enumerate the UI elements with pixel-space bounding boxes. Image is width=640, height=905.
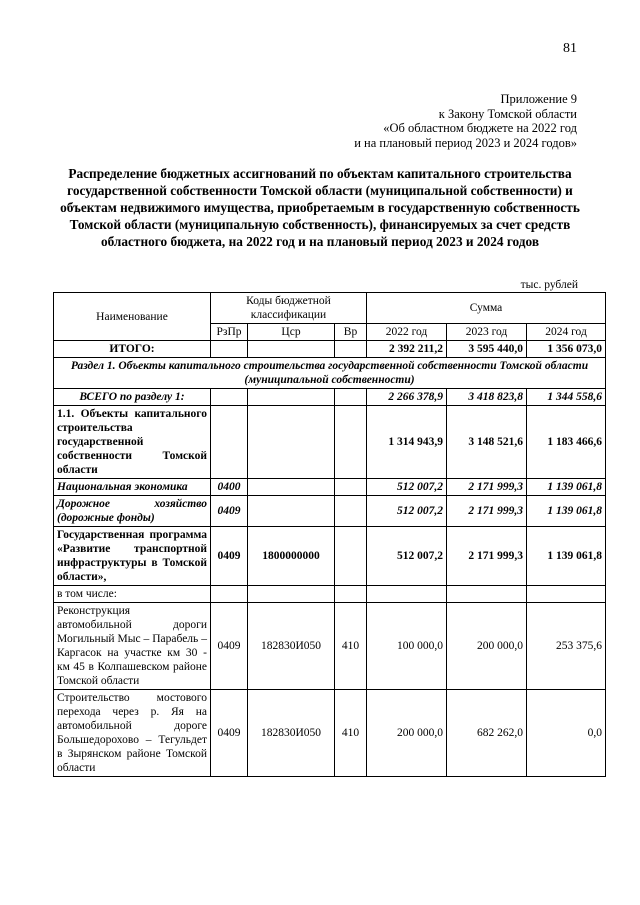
section-1-total-2024: 1 344 558,6 [527, 389, 606, 406]
total-2022: 2 392 211,2 [367, 341, 447, 358]
item-1-csr: 182830И050 [248, 603, 335, 690]
total-2024: 1 356 073,0 [527, 341, 606, 358]
empty-cell [527, 586, 606, 603]
appendix-line-4: и на плановый период 2023 и 2024 годов» [354, 135, 577, 150]
road-fund-rzpr: 0409 [211, 496, 248, 527]
header-2022: 2022 год [367, 324, 447, 341]
page-number: 81 [563, 41, 577, 56]
header-codes: Коды бюджетной классификации [211, 293, 367, 324]
header-vr: Вр [335, 324, 367, 341]
section-1-title: Раздел 1. Объекты капитального строительства государственной собственности Томской области (муниципальной собственности) [54, 358, 606, 389]
item-2-2024: 0,0 [527, 690, 606, 777]
appendix-line-1: Приложение 9 [500, 92, 577, 106]
empty-cell [367, 586, 447, 603]
total-2023: 3 595 440,0 [447, 341, 527, 358]
empty-cell [211, 406, 248, 479]
item-1-2022: 100 000,0 [367, 603, 447, 690]
group-1-1-2022: 1 314 943,9 [367, 406, 447, 479]
empty-cell [211, 341, 248, 358]
empty-cell [335, 341, 367, 358]
item-2-2023: 682 262,0 [447, 690, 527, 777]
empty-cell [211, 389, 248, 406]
program-2024: 1 139 061,8 [527, 527, 606, 586]
empty-cell [248, 496, 335, 527]
item-1-2023: 200 000,0 [447, 603, 527, 690]
national-economy-2024: 1 139 061,8 [527, 479, 606, 496]
section-1-row [54, 358, 606, 389]
header-rzpr: РзПр [211, 324, 248, 341]
program-name: Государственная программа «Развитие транспортной инфраструктуры в Томской области», [54, 527, 211, 586]
item-2-vr: 410 [335, 690, 367, 777]
group-1-1-name: 1.1. Объекты капитального строительства государственной собственности Томской области [54, 406, 211, 479]
item-1-vr: 410 [335, 603, 367, 690]
item-1-rzpr: 0409 [211, 603, 248, 690]
item-1-2024: 253 375,6 [527, 603, 606, 690]
appendix-line-2: к Закону Томской области [438, 106, 577, 121]
item-2-rzpr: 0409 [211, 690, 248, 777]
program-csr: 1800000000 [248, 527, 335, 586]
appendix-block [354, 92, 577, 150]
program-row [54, 527, 606, 586]
empty-cell [335, 406, 367, 479]
budget-table [53, 292, 606, 777]
empty-cell [248, 479, 335, 496]
section-1-total-row [54, 389, 606, 406]
including-row [54, 586, 606, 603]
header-name: Наименование [54, 293, 211, 341]
road-fund-2024: 1 139 061,8 [527, 496, 606, 527]
document-title: Распределение бюджетных ассигнований по объектам капитального строительства государственной собственности Томской области (муниципальной собственности) и объектам недвижимого имущества, приобретаемым в государственную собственность Томской области (муниципальную собственность), финансируемых за счет средств областного бюджета, на 2022 год и на плановый период 2023 и 2024 годов [60, 166, 580, 249]
item-2-row [54, 690, 606, 777]
total-row [54, 341, 606, 358]
total-name: ИТОГО: [54, 341, 211, 358]
empty-cell [335, 389, 367, 406]
including-label: в том числе: [54, 586, 211, 603]
header-csr: Цср [248, 324, 335, 341]
section-1-total-2022: 2 266 378,9 [367, 389, 447, 406]
header-2023: 2023 год [447, 324, 527, 341]
national-economy-row [54, 479, 606, 496]
item-1-name: Реконструкция автомобильной дороги Могильный Мыс – Парабель – Каргасок на участке км 30 - км 45 в Колпашевском районе Томской области [54, 603, 211, 690]
program-rzpr: 0409 [211, 527, 248, 586]
program-2022: 512 007,2 [367, 527, 447, 586]
empty-cell [248, 586, 335, 603]
item-2-csr: 182830И050 [248, 690, 335, 777]
program-2023: 2 171 999,3 [447, 527, 527, 586]
empty-cell [248, 389, 335, 406]
road-fund-2023: 2 171 999,3 [447, 496, 527, 527]
national-economy-2022: 512 007,2 [367, 479, 447, 496]
empty-cell [335, 496, 367, 527]
units-label: тыс. рублей [520, 279, 578, 291]
national-economy-name: Национальная экономика [54, 479, 211, 496]
empty-cell [248, 341, 335, 358]
national-economy-rzpr: 0400 [211, 479, 248, 496]
empty-cell [335, 527, 367, 586]
item-2-2022: 200 000,0 [367, 690, 447, 777]
empty-cell [211, 586, 248, 603]
appendix-line-3: «Об областном бюджете на 2022 год [383, 121, 577, 135]
group-1-1-2024: 1 183 466,6 [527, 406, 606, 479]
section-1-total-name: ВСЕГО по разделу 1: [54, 389, 211, 406]
header-sum: Сумма [367, 293, 606, 324]
group-1-1-2023: 3 148 521,6 [447, 406, 527, 479]
road-fund-2022: 512 007,2 [367, 496, 447, 527]
empty-cell [447, 586, 527, 603]
item-2-name: Строительство мостового перехода через р. Яя на автомобильной дороге Большедорохово – Тегульдет в Зырянском районе Томской области [54, 690, 211, 777]
national-economy-2023: 2 171 999,3 [447, 479, 527, 496]
road-fund-row [54, 496, 606, 527]
item-1-row [54, 603, 606, 690]
road-fund-name: Дорожное хозяйство (дорожные фонды) [54, 496, 211, 527]
header-row-1 [54, 293, 606, 324]
header-2024: 2024 год [527, 324, 606, 341]
group-1-1-row [54, 406, 606, 479]
section-1-total-2023: 3 418 823,8 [447, 389, 527, 406]
empty-cell [335, 479, 367, 496]
empty-cell [248, 406, 335, 479]
empty-cell [335, 586, 367, 603]
